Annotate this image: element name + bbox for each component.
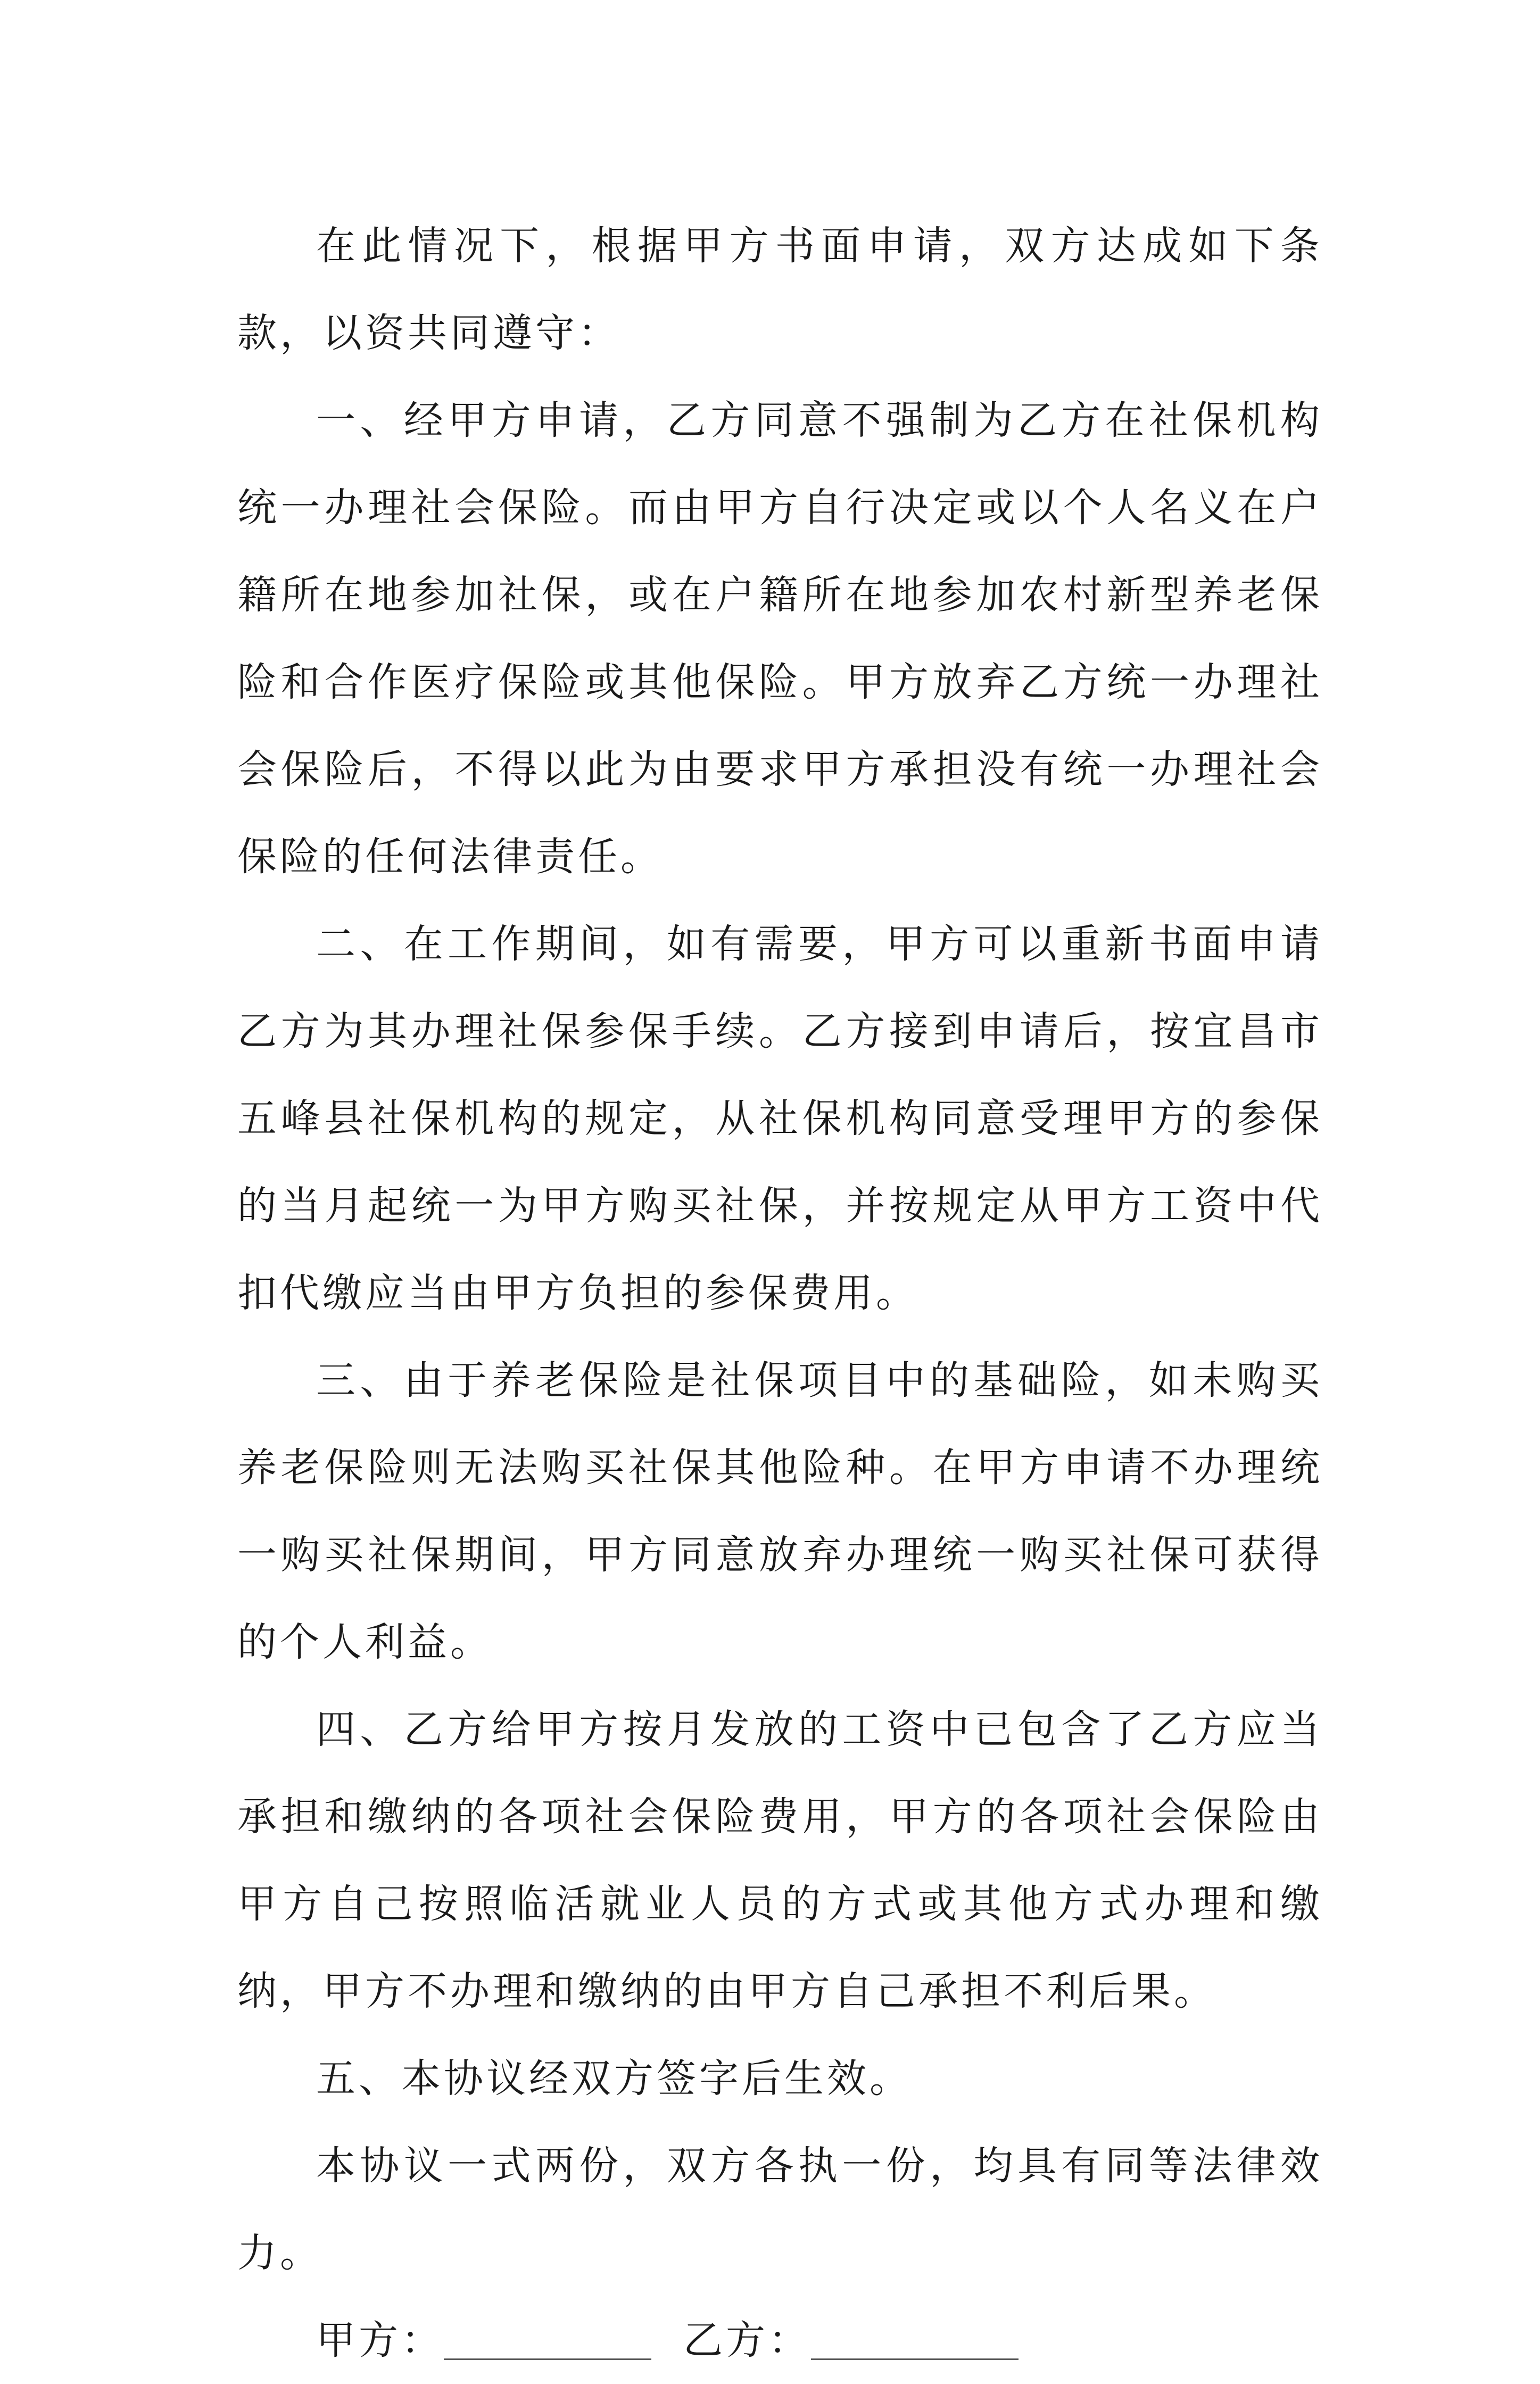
paragraph-clause-1: 一、经甲方申请，乙方同意不强制为乙方在社保机构统一办理社会保险。而由甲方自行决定或以个人名义在户籍所在地参加社保，或在户籍所在地参加农村新型养老保险和合作医疗保险或其他保险。甲方放弃乙方统一办理社会保险后，不得以此为由要求甲方承担没有统一办理社会保险的任何法律责任。 — [237, 398, 1323, 880]
paragraph-clause-3: 三、由于养老保险是社保项目中的基础险，如未购买养老保险则无法购买社保其他险种。在甲方申请不办理统一购买社保期间，甲方同意放弃办理统一购买社保可获得的个人利益。 — [237, 1357, 1323, 1665]
paragraph-preamble: 在此情况下，根据甲方书面申请，双方达成如下条款，以资共同遵守： — [237, 223, 1323, 356]
paragraph-copies: 本协议一式两份，双方各执一份，均具有同等法律效力。 — [237, 2143, 1323, 2276]
signature-line — [237, 2297, 1323, 2384]
paragraph-clause-4: 四、乙方给甲方按月发放的工资中已包含了乙方应当承担和缴纳的各项社会保险费用，甲方的各项社会保险由甲方自己按照临活就业人员的方式或其他方式办理和缴纳，甲方不办理和缴纳的由甲方自己承担不利后果。 — [237, 1707, 1323, 2014]
party-b-label: 乙方： — [683, 2317, 811, 2363]
paragraph-clause-5: 五、本协议经双方签字后生效。 — [316, 2056, 912, 2101]
paragraph-clause-2: 二、在工作期间，如有需要，甲方可以重新书面申请乙方为其办理社保参保手续。乙方接到申请后，按宜昌市五峰县社保机构的规定，从社保机构同意受理甲方的参保的当月起统一为甲方购买社保，并按规定从甲方工资中代扣代缴应当由甲方负担的参保费用。 — [237, 921, 1323, 1316]
party-a-label: 甲方： — [316, 2317, 444, 2363]
document-body — [237, 202, 1323, 2384]
party-a-signature-blank — [444, 2319, 651, 2360]
party-b-signature-blank — [811, 2319, 1019, 2360]
